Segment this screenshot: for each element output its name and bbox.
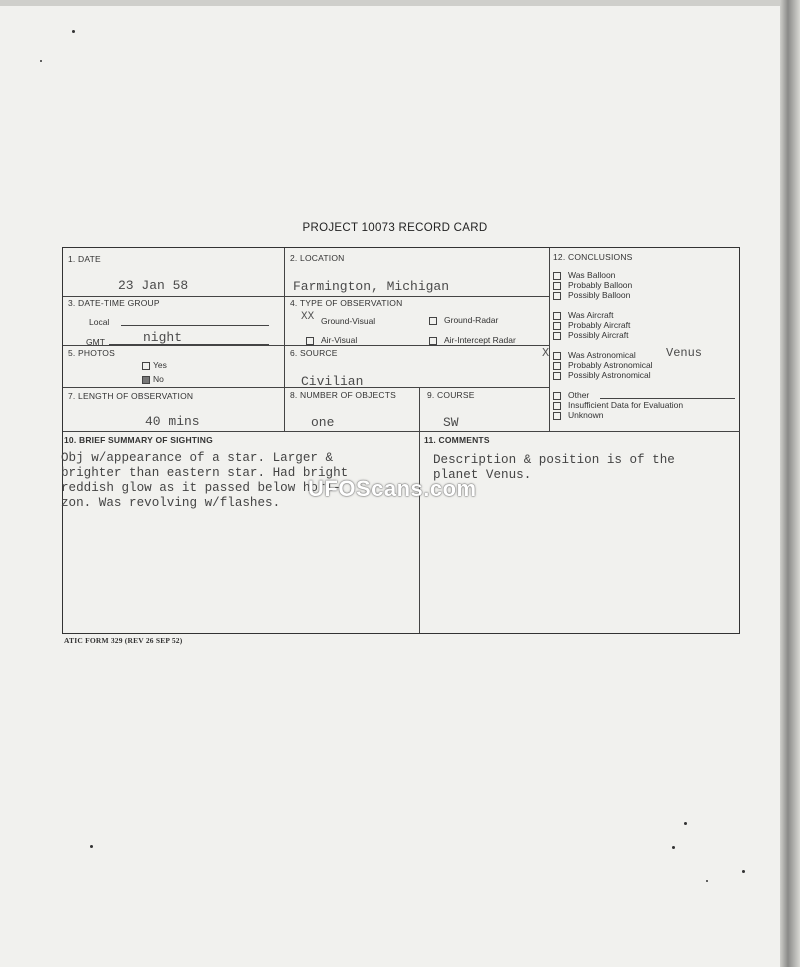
dust-speck — [40, 60, 42, 62]
conclusion-item — [553, 400, 683, 410]
checkbox — [553, 322, 561, 330]
divider — [284, 248, 285, 431]
checkbox — [553, 282, 561, 290]
summary-line: reddish glow as it passed below hori- — [61, 481, 341, 495]
summary-line: brighter than eastern star. Had bright — [61, 466, 349, 480]
checkbox — [553, 312, 561, 320]
local-line — [121, 325, 269, 326]
dust-speck — [672, 846, 675, 849]
conclusion-label: Possibly Aircraft — [568, 330, 629, 340]
air-visual-checkbox — [306, 337, 314, 345]
summary-line: Obj w/appearance of a star. Larger & — [61, 451, 334, 465]
astronomical-check-mark: X — [542, 346, 550, 360]
dust-speck — [684, 822, 687, 825]
conclusion-label: Possibly Balloon — [568, 290, 631, 300]
ground-visual-check-mark: XX — [301, 311, 315, 323]
photos-yes-option — [142, 360, 167, 370]
checkbox — [553, 372, 561, 380]
conclusion-item — [553, 310, 614, 320]
conclusion-label: Unknown — [568, 410, 604, 420]
dust-speck — [90, 845, 93, 848]
photos-yes-checkbox — [142, 362, 150, 370]
conclusion-label: Probably Astronomical — [568, 360, 653, 370]
scan-right-edge — [780, 0, 800, 967]
checkbox — [553, 362, 561, 370]
photos-no-checkbox — [142, 376, 150, 384]
local-label: Local — [89, 317, 110, 327]
form-identifier: ATIC FORM 329 (REV 26 SEP 52) — [64, 636, 183, 645]
divider — [63, 296, 549, 297]
checkbox — [553, 402, 561, 410]
ground-radar-option — [429, 315, 498, 325]
source-label: 6. SOURCE — [290, 348, 338, 358]
checkbox — [553, 332, 561, 340]
summary-line: zon. Was revolving w/flashes. — [61, 496, 281, 510]
type-of-observation-label: 4. TYPE OF OBSERVATION — [290, 298, 403, 308]
ground-visual-option: Ground-Visual — [321, 316, 376, 326]
location-value: Farmington, Michigan — [293, 279, 450, 294]
checkbox — [553, 272, 561, 280]
photos-label: 5. PHOTOS — [68, 348, 115, 358]
photos-no-option — [142, 374, 164, 384]
date-value: 23 Jan 58 — [118, 278, 189, 293]
conclusion-label: Possibly Astronomical — [568, 370, 651, 380]
air-visual-option — [306, 335, 357, 345]
summary-label: 10. BRIEF SUMMARY OF SIGHTING — [64, 435, 213, 445]
gmt-label: GMT — [86, 337, 105, 347]
dust-speck — [742, 870, 745, 873]
conclusion-label: Other — [568, 390, 590, 400]
location-label: 2. LOCATION — [290, 253, 345, 263]
photos-yes-label: Yes — [153, 360, 167, 370]
conclusion-item — [553, 290, 630, 300]
number-of-objects-value: one — [311, 415, 335, 430]
conclusion-label: Was Balloon — [568, 270, 616, 280]
air-intercept-radar-checkbox — [429, 337, 437, 345]
comments-line: planet Venus. — [433, 468, 532, 482]
checkbox — [553, 352, 561, 360]
date-time-group-label: 3. DATE-TIME GROUP — [68, 298, 160, 308]
other-line — [600, 398, 735, 399]
length-label: 7. LENGTH OF OBSERVATION — [68, 391, 194, 401]
length-value: 40 mins — [145, 414, 200, 429]
divider — [63, 345, 549, 346]
checkbox — [553, 412, 561, 420]
card-title: PROJECT 10073 RECORD CARD — [302, 222, 488, 234]
ground-radar-checkbox — [429, 317, 437, 325]
watermark: UFOScans.com — [308, 476, 477, 501]
conclusion-label: Was Aircraft — [568, 310, 614, 320]
conclusion-item — [553, 390, 589, 400]
astronomical-note: Venus — [666, 346, 703, 360]
conclusion-label: Probably Aircraft — [568, 320, 631, 330]
comments-line: Description & position is of the — [433, 453, 675, 467]
record-card — [62, 247, 740, 634]
gmt-value: night — [143, 330, 183, 345]
conclusion-item — [553, 370, 651, 380]
conclusion-item — [553, 410, 603, 420]
source-value: Civilian — [301, 374, 364, 389]
air-intercept-radar-option — [429, 335, 516, 345]
date-label: 1. DATE — [68, 254, 101, 264]
conclusion-label: Insufficient Data for Evaluation — [568, 400, 684, 410]
conclusion-item — [553, 270, 615, 280]
gmt-line — [109, 344, 269, 345]
conclusion-label: Probably Balloon — [568, 280, 633, 290]
ground-radar-label: Ground-Radar — [444, 315, 499, 325]
divider — [419, 387, 420, 633]
scan-top-edge — [0, 0, 780, 6]
air-intercept-radar-label: Air-Intercept Radar — [444, 335, 516, 345]
divider — [63, 431, 740, 432]
conclusion-item — [553, 320, 630, 330]
photos-no-label: No — [153, 374, 164, 384]
conclusion-item — [553, 350, 636, 360]
conclusion-item — [553, 360, 653, 370]
dust-speck — [72, 30, 75, 33]
conclusion-item — [553, 330, 628, 340]
air-visual-label: Air-Visual — [321, 335, 358, 345]
conclusion-item — [553, 280, 632, 290]
conclusion-label: Was Astronomical — [568, 350, 636, 360]
checkbox — [553, 292, 561, 300]
comments-label: 11. COMMENTS — [424, 435, 490, 445]
checkbox — [553, 392, 561, 400]
number-of-objects-label: 8. NUMBER OF OBJECTS — [290, 390, 397, 400]
divider — [549, 248, 550, 431]
course-value: SW — [443, 415, 459, 430]
dust-speck — [706, 880, 708, 882]
course-label: 9. COURSE — [427, 390, 475, 400]
conclusions-label: 12. CONCLUSIONS — [553, 252, 633, 262]
